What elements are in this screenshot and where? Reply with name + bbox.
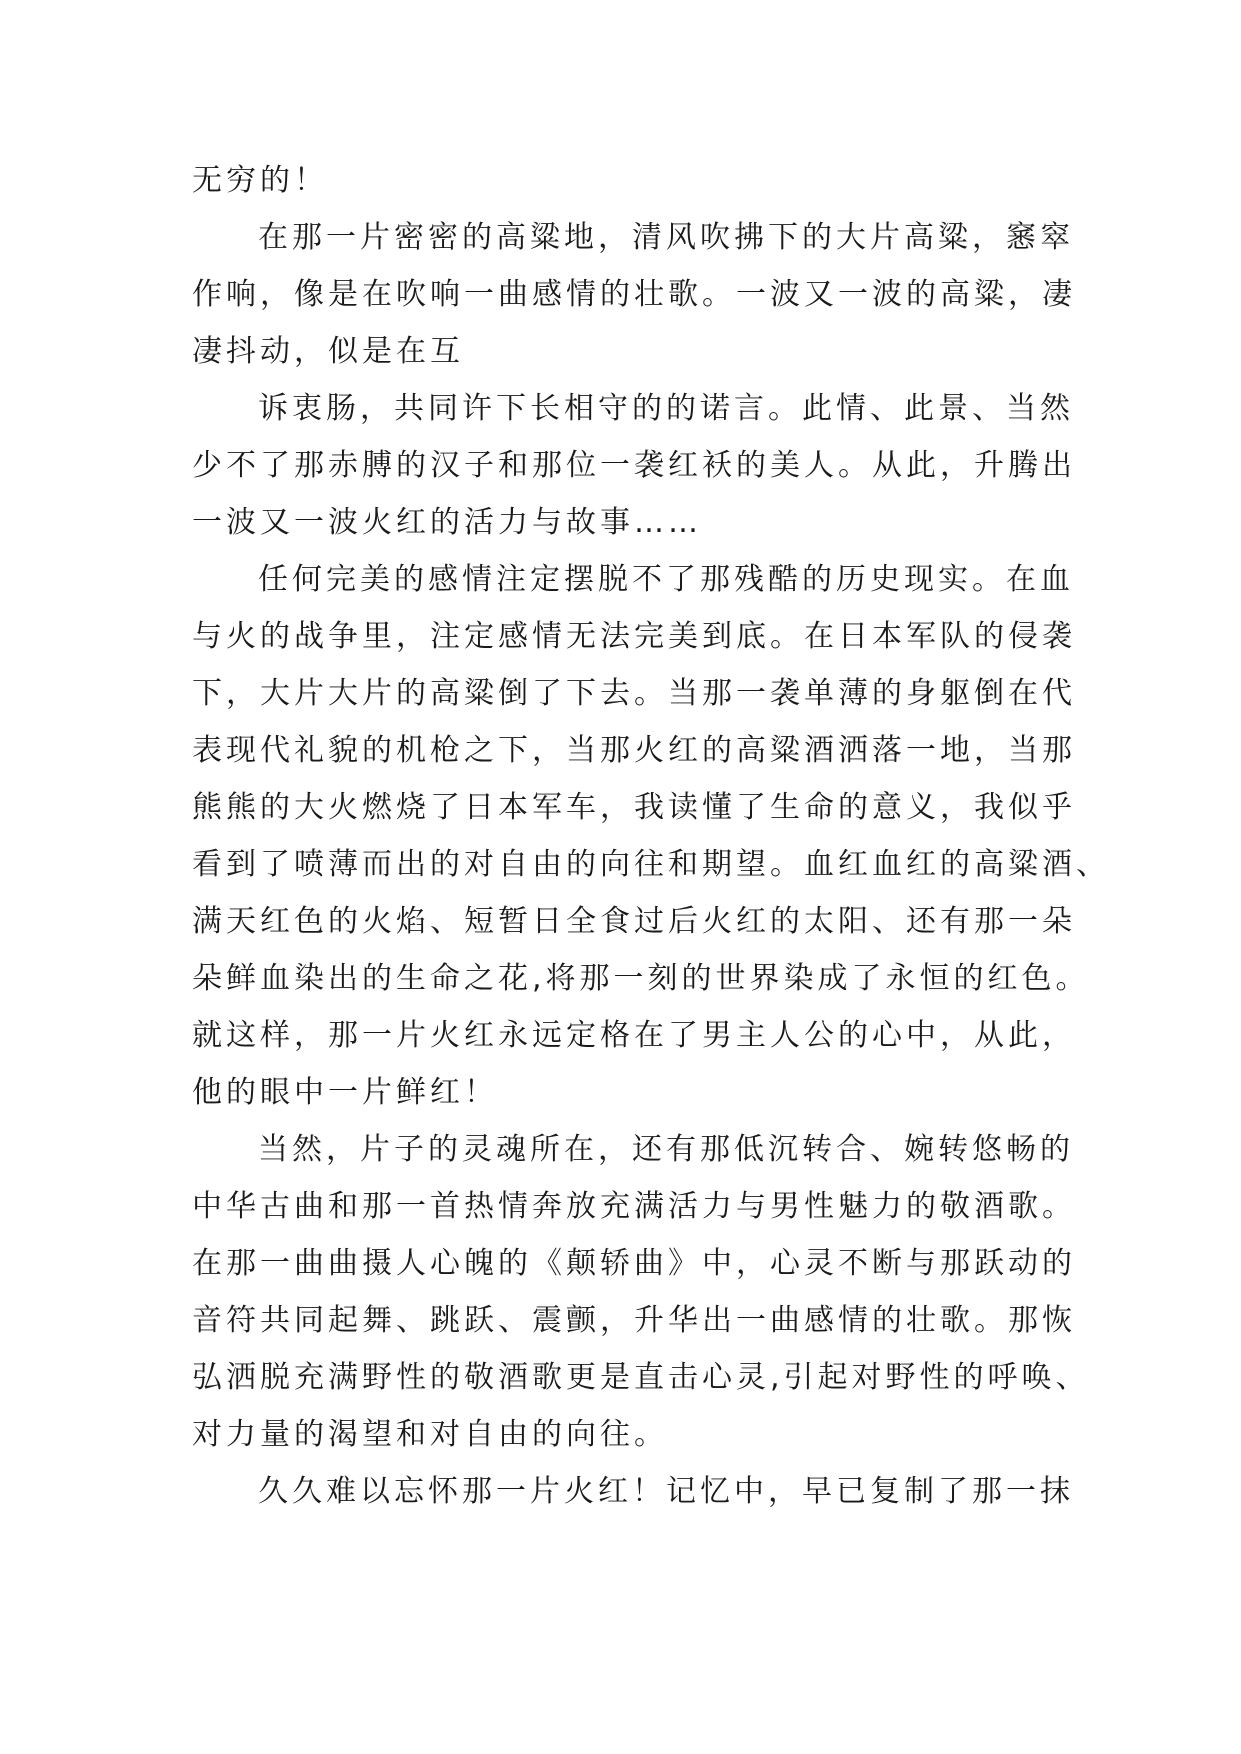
- paragraph-start-line: 当然，片子的灵魂所在，还有那低沉转合、婉转悠畅的: [258, 1132, 1074, 1167]
- text-line: 熊熊的大火燃烧了日本军车，我读懂了生命的意义，我似乎: [192, 790, 1076, 825]
- text-line: 表现代礼貌的机枪之下，当那火红的高粱酒洒落一地，当那: [192, 733, 1076, 768]
- paragraph-start-line: 在那一片密密的高粱地，清风吹拂下的大片高粱，窸窣: [258, 220, 1074, 255]
- text-line: 在那一曲曲摄人心魄的《颠轿曲》中，心灵不断与那跃动的: [192, 1246, 1076, 1281]
- text-line: 下，大片大片的高粱倒了下去。当那一袭单薄的身躯倒在代: [192, 676, 1076, 711]
- text-line: 与火的战争里，注定感情无法完美到底。在日本军队的侵袭: [192, 619, 1076, 654]
- text-line: 就这样，那一片火红永远定格在了男主人公的心中，从此，: [192, 1018, 1076, 1053]
- text-line: 少不了那赤膊的汉子和那位一袭红袄的美人。从此，升腾出: [192, 448, 1076, 483]
- text-line: 音符共同起舞、跳跃、震颤，升华出一曲感情的壮歌。那恢: [192, 1303, 1076, 1338]
- text-line: 他的眼中一片鲜红！: [192, 1075, 498, 1110]
- text-line: 中华古曲和那一首热情奔放充满活力与男性魅力的敬酒歌。: [192, 1189, 1076, 1224]
- text-line: 对力量的渴望和对自由的向往。: [192, 1417, 668, 1452]
- text-line: 凄抖动，似是在互: [192, 334, 464, 369]
- text-line: 朵鲜血染出的生命之花,将那一刻的世界染成了永恒的红色。: [192, 961, 1090, 996]
- paragraph-start-line: 任何完美的感情注定摆脱不了那残酷的历史现实。在血: [258, 562, 1074, 597]
- text-line: 一波又一波火红的活力与故事……: [192, 505, 702, 540]
- text-line: 无穷的！: [192, 163, 328, 198]
- text-line: 看到了喷薄而出的对自由的向往和期望。血红血红的高粱酒、: [192, 847, 1110, 882]
- paragraph-start-line: 诉衷肠，共同许下长相守的的诺言。此情、此景、当然: [258, 391, 1074, 426]
- text-line: 弘洒脱充满野性的敬酒歌更是直击心灵,引起对野性的呼唤、: [192, 1360, 1090, 1395]
- text-line: 作响，像是在吹响一曲感情的壮歌。一波又一波的高粱，凄: [192, 277, 1076, 312]
- body-text: [192, 152, 1110, 1520]
- paragraph-start-line: 久久难以忘怀那一片火红！记忆中，早已复制了那一抹: [258, 1474, 1074, 1509]
- text-line: 满天红色的火焰、短暂日全食过后火红的太阳、还有那一朵: [192, 904, 1076, 939]
